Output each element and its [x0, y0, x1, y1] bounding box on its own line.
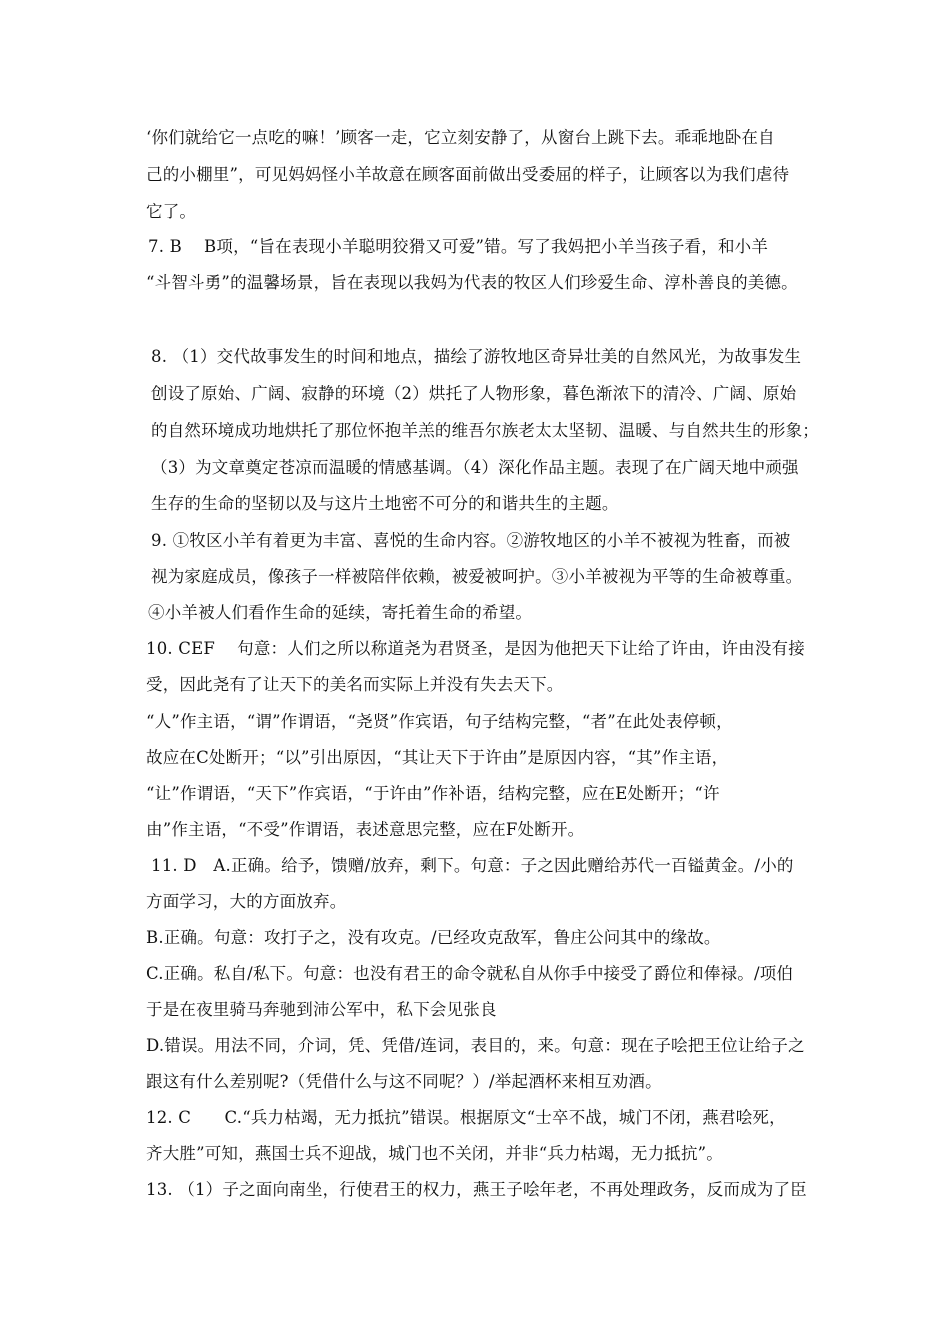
- text-line: D.错误。用法不同，介词，凭、凭借/连词，表目的，来。句意：现在子哙把王位让给子之: [146, 1036, 805, 1055]
- text-line: “让”作谓语，“天下”作宾语，“于许由”作补语，结构完整，应在E处断开；“许: [146, 784, 720, 803]
- text-line: 12. C C.“兵力枯竭，无力抵抗”错误。根据原文“士卒不战，城门不闭，燕君哙死，: [146, 1108, 786, 1127]
- text-line: 创设了原始、广阔、寂静的环境（2）烘托了人物形象，暮色渐浓下的清冷、广阔、原始: [151, 384, 797, 403]
- text-line: 跟这有什么差别呢?（凭借什么与这不同呢？）/举起酒杯来相互劝酒。: [146, 1072, 662, 1091]
- text-line: B.正确。句意：攻打子之，没有攻克。/已经攻克敌军，鲁庄公问其中的缘故。: [146, 928, 721, 947]
- text-line: 受，因此尧有了让天下的美名而实际上并没有失去天下。: [146, 675, 564, 694]
- text-line: （3）为文章奠定苍凉而温暖的情感基调。（4）深化作品主题。表现了在广阔天地中顽强: [151, 458, 799, 477]
- text-line: 视为家庭成员，像孩子一样被陪伴依赖，被爱被呵护。③小羊被视为平等的生命被尊重。: [151, 567, 803, 586]
- text-line: 13. （1）子之面向南坐，行使君王的权力，燕王子哙年老，不再处理政务，反而成为了臣: [146, 1180, 807, 1199]
- text-line: C.正确。私自/私下。句意：也没有君王的命令就私自从你手中接受了爵位和俸禄。/项伯: [146, 964, 794, 983]
- text-line: 10. CEF 句意：人们之所以称道尧为君贤圣，是因为他把天下让给了许由，许由没有接: [146, 639, 805, 658]
- text-line: 11. D A.正确。给予，馈赠/放弃，剩下。句意：子之因此赠给苏代一百镒黄金。/小的: [151, 856, 794, 875]
- text-line: 于是在夜里骑马奔驰到沛公军中，私下会见张良: [146, 1000, 497, 1019]
- text-line: 由”作主语，“不受”作谓语，表述意思完整，应在F处断开。: [146, 820, 585, 839]
- text-line: “人”作主语，“谓”作谓语，“尧贤”作宾语，句子结构完整，“者”在此处表停顿，: [146, 712, 733, 731]
- text-line: 8. （1）交代故事发生的时间和地点，描绘了游牧地区奇异壮美的自然风光，为故事发生: [151, 347, 802, 366]
- text-line: “斗智斗勇”的温馨场景，旨在表现以我妈为代表的牧区人们珍爱生命、淳朴善良的美德。: [146, 273, 798, 292]
- text-line: 9. ①牧区小羊有着更为丰富、喜悦的生命内容。②游牧地区的小羊不被视为牲畜，而被: [151, 531, 791, 550]
- text-line: 生存的生命的坚韧以及与这片土地密不可分的和谐共生的主题。: [151, 494, 619, 513]
- text-line: ‘你们就给它一点吃的嘛！’顾客一走，它立刻安静了，从窗台上跳下去。乖乖地卧在自: [146, 128, 775, 147]
- text-line: 7. B B项，“旨在表现小羊聪明狡猾又可爱”错。写了我妈把小羊当孩子看，和小羊: [148, 237, 769, 256]
- text-line: 己的小棚里”，可见妈妈怪小羊故意在顾客面前做出受委屈的样子，让顾客以为我们虐待: [146, 165, 790, 184]
- text-line: 故应在C处断开；“以”引出原因，“其让天下于许由”是原因内容，“其”作主语，: [146, 748, 729, 767]
- text-line: ④小羊被人们看作生命的延续，寄托着生命的希望。: [148, 603, 533, 622]
- text-line: 方面学习，大的方面放弃。: [146, 892, 347, 911]
- text-line: 齐大胜”可知，燕国士兵不迎战，城门也不关闭，并非“兵力枯竭，无力抵抗”。: [146, 1144, 724, 1163]
- text-line: 的自然环境成功地烘托了那位怀抱羊羔的维吾尔族老太太坚韧、温暖、与自然共生的形象；: [151, 421, 819, 440]
- text-line: 它了。: [146, 202, 197, 221]
